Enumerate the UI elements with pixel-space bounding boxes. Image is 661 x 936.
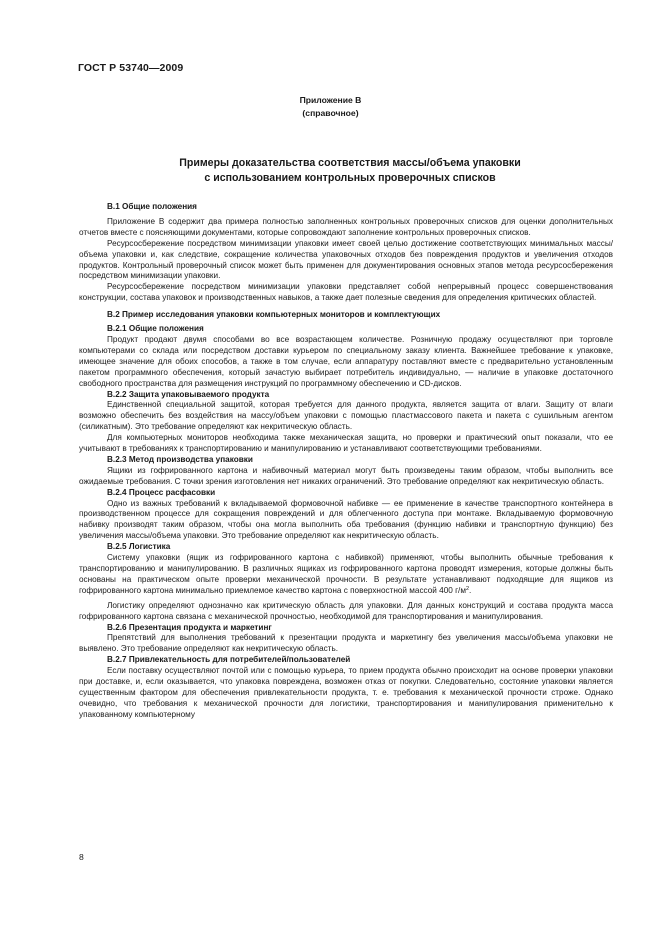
annex-heading (0, 94, 661, 119)
subsection-heading: В.2.6 Презентация продукта и маркетинг (107, 622, 272, 632)
subsection-heading: В.2.3 Метод производства упаковки (107, 454, 253, 464)
section-b1-heading: В.1 Общие положения (107, 202, 197, 211)
annex-title: Приложение В (299, 95, 362, 105)
paragraph (79, 553, 613, 597)
subsection-heading: В.2.4 Процесс расфасовки (107, 487, 216, 497)
standard-header: ГОСТ Р 53740—2009 (78, 62, 184, 74)
section-b2-heading: В.2 Пример исследования упаковки компьютерных мониторов и комплектующих (107, 310, 441, 320)
document-title-line-1: Примеры доказательства соответствия массы/объема упаковки (179, 157, 521, 169)
paragraph: Препятствий для выполнения требований к презентации продукта и маркетингу без увеличения массы/объема упаковки не выявлено. Это требование определяют как некритическую область. (79, 633, 613, 654)
annex-status: (справочное) (302, 107, 359, 118)
document-title (0, 156, 661, 185)
document-title-line-2: с использованием контрольных проверочных списков (204, 171, 496, 184)
page-number: 8 (79, 852, 84, 862)
subsection-heading: В.2.7 Привлекательность для потребителей/пользователей (107, 655, 351, 665)
paragraph: Ресурсосбережение посредством минимизации упаковки представляет собой непрерывный процесс совершенствования конструкции, состава упаковок и производственных навыков, а также дает полезные сведения для определения критических областей. (79, 282, 613, 303)
paragraph-text: Систему упаковки (ящик из гофрированного картона с набивкой) применяют, чтобы выполнить обычные требования к транспортированию и манипулированию. В различных ящиках из гофрированного картона проводят измерения, которые должны быть основаны на практическом опыте проверки механической прочности. В результате устанавливают подходящие для ящиков из гофрированного картона минимально приемлемое качество картона с поверхностной массой 400 г/м (79, 553, 613, 595)
paragraph: Если поставку осуществляют почтой или с помощью курьера, то прием продукта обычно происходит на основе проверки упаковки при доставке, и, если оказывается, что упаковка повреждена, возможен отказ от покупки. Следовательно, состояние упаковки является существенным фактором для обеспечения привлекательности продукта, т. е. требования к механической прочности строже. Однако очевидно, что требования к механической прочности для логистики, транспортирования и манипулирования применительно к упакованному компьютерному (79, 666, 613, 719)
document-body (79, 202, 613, 721)
subsection-heading: В.2.1 Общие положения (107, 324, 204, 334)
paragraph: Логистику определяют однозначно как критическую область для упаковки. Для данных конструкций и состава продукта масса гофрированного картона связана с механической прочностью, необходимой для транспортирования и манипулирования. (79, 600, 613, 621)
paragraph: Приложение В содержит два примера полностью заполненных контрольных проверочных списков для оценки дополнительных отчетов вместе с поясняющими документами, которые сопровождают заполнение контрольных проверочных списков. (79, 216, 613, 237)
paragraph: Одно из важных требований к вкладываемой формовочной набивке — ее применение в качестве транспортного контейнера в производственном процессе для сокращения повреждений и для облегченного доступа при монтаже. Вкладываемую формовочную набивку производят таким образом, чтобы она могла выполнить оба требования (функцию набивки и транспортную функцию) без увеличения массы/объема упаковки. Это требование определяют как некритическую область. (79, 498, 613, 541)
paragraph: Единственной специальной защитой, которая требуется для данного продукта, является защита от влаги. Защиту от влаги возможно обеспечить без воздействия на массу/объем упаковки с помощью пластмассового пакета и пакета с сушильным агентом (силикатным). Это требование определяют как некритическую область. (79, 400, 613, 432)
subsection-heading: В.2.5 Логистика (107, 542, 171, 552)
paragraph: Продукт продают двумя способами во все возрастающем количестве. Розничную продажу осуществляют при торговле компьютерами со склада или посредством доставки курьером по специальному заказу клиента. Важнейшее требование к упаковке, имеющее значение для обоих способов, а также в том случае, если аппаратуру поставляют вместе с предварительно установленным пакетом программного обеспечения, который зачастую выбирает потребитель индивидуально, — наличие в упаковке достаточного свободного пространства для размещения инструкций по программному обеспечению и CD-дисков. (79, 334, 613, 388)
paragraph-end: . (469, 585, 472, 595)
paragraph: Ресурсосбережение посредством минимизации упаковки имеет своей целью достижение соответствующих минимальных массы/объема упаковки и, как следствие, сокращение количества упаковочных отходов без повреждения продуктов и увеличения отходов продуктов. Контрольный проверочный список может быть применен для документирования основных этапов метода ресурсосбережения посредством минимизации упаковки. (79, 238, 613, 281)
subsection-heading: В.2.2 Защита упаковываемого продукта (107, 389, 270, 399)
paragraph: Для компьютерных мониторов необходима также механическая защита, но проверки и практический опыт показали, что ее учитывают в требованиях к транспортированию и манипулированию и устанавливают соответствующими требованиями. (79, 433, 613, 454)
superscript: 2 (465, 585, 470, 592)
paragraph: Ящики из гофрированного картона и набивочный материал могут быть произведены таким образом, чтобы выполнить все ожидаемые требования. С точки зрения изготовления нет никаких ограничений. Это требование определяют как некритическую область. (79, 465, 613, 486)
